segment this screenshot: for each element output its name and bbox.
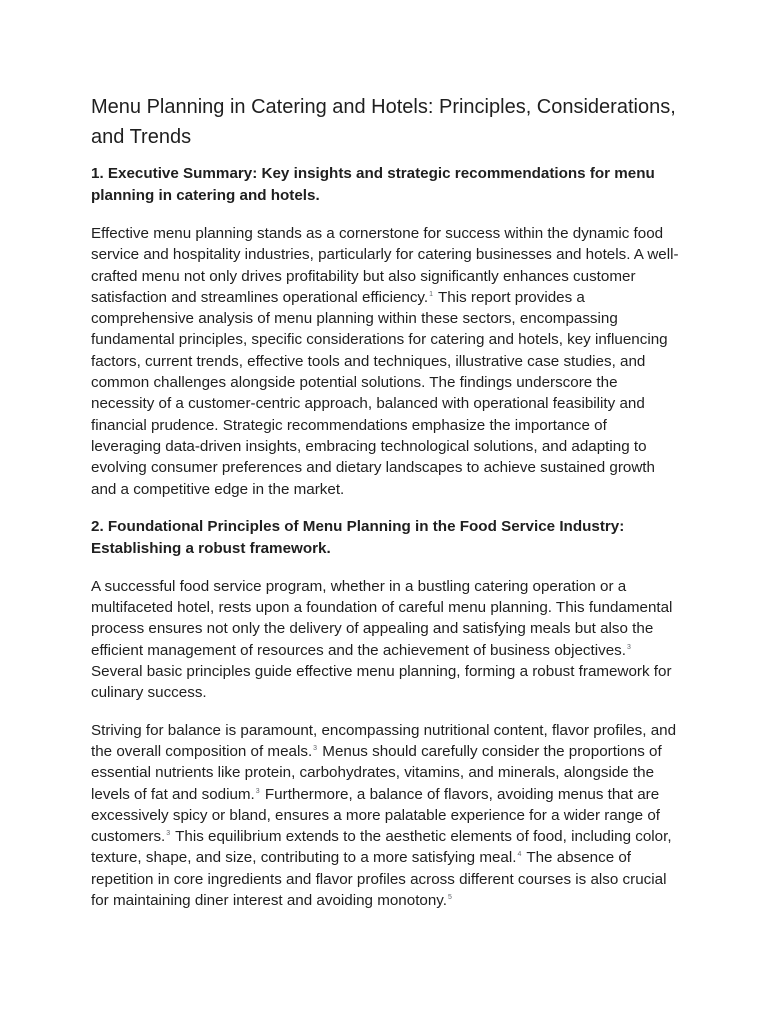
footnote-reference[interactable]: 1 [429, 290, 434, 298]
footnote-reference[interactable]: 4 [517, 851, 522, 859]
footnote-reference[interactable]: 3 [313, 744, 318, 752]
document-page [91, 92, 681, 927]
paragraph-text: The absence of repetition in core ingredients and flavor profiles across different courses is also crucial for maintaining diner interest and avoiding monotony. [91, 849, 667, 910]
section-heading-executive-summary: 1. Executive Summary: Key insights and strategic recommendations for menu planning in catering and hotels. [91, 165, 655, 204]
paragraph-text: This report provides a comprehensive analysis of menu planning within these sectors, encompassing fundamental principles, specific considerations for catering and hotels, key influencing factors, current trends, effective tools and techniques, illustrative case studies, and common challenges alongside potential solutions. The findings underscore the necessity of a customer-centric approach, balanced with operational feasibility and financial prudence. Strategic recommendations emphasize the importance of leveraging data-driven insights, embracing technological solutions, and adapting to evolving consumer preferences and dietary landscapes to achieve sustained growth and a competitive edge in the market. [91, 288, 668, 498]
footnote-reference[interactable]: 5 [448, 894, 452, 902]
paragraph-text: Furthermore, a balance of flavors, avoiding menus that are excessively spicy or bland, ensures a more palatable experience for a wider range of customers. [91, 785, 660, 846]
document-title: Menu Planning in Catering and Hotels: Principles, Considerations, and Trends [91, 96, 676, 148]
paragraph-text: Menus should carefully consider the proportions of essential nutrients like protein, carbohydrates, vitamins, and minerals, alongside the levels of fat and sodium. [91, 742, 662, 803]
paragraph-text: Effective menu planning stands as a cornerstone for success within the dynamic food service and hospitality industries, particularly for catering businesses and hotels. A well-crafted menu not only drives profitability but also significantly enhances customer satisfaction and streamlines operational efficiency. [91, 225, 679, 306]
paragraph-foundational-intro [91, 576, 681, 704]
paragraph-text: Striving for balance is paramount, encompassing nutritional content, flavor profiles, and the overall composition of meals. [91, 721, 677, 760]
paragraph-text: This equilibrium extends to the aesthetic elements of food, including color, texture, shape, and size, contributing to a more satisfying meal. [91, 828, 672, 867]
section-heading-foundational-principles: 2. Foundational Principles of Menu Planning in the Food Service Industry: Establishing a robust framework. [91, 517, 625, 557]
footnote-reference[interactable]: 3 [626, 643, 631, 651]
footnote-reference[interactable]: 3 [255, 787, 260, 795]
paragraph-executive-summary [91, 223, 681, 500]
paragraph-balance [91, 720, 681, 912]
paragraph-text: Several basic principles guide effective menu planning, forming a robust framework for culinary success. [91, 663, 672, 702]
footnote-reference[interactable]: 3 [166, 830, 171, 838]
paragraph-text: A successful food service program, whether in a bustling catering operation or a multifaceted hotel, rests upon a foundation of careful menu planning. This fundamental process ensures not only the delivery of appealing and satisfying meals but also the efficient management of resources and the achievement of business objectives. [91, 577, 673, 659]
